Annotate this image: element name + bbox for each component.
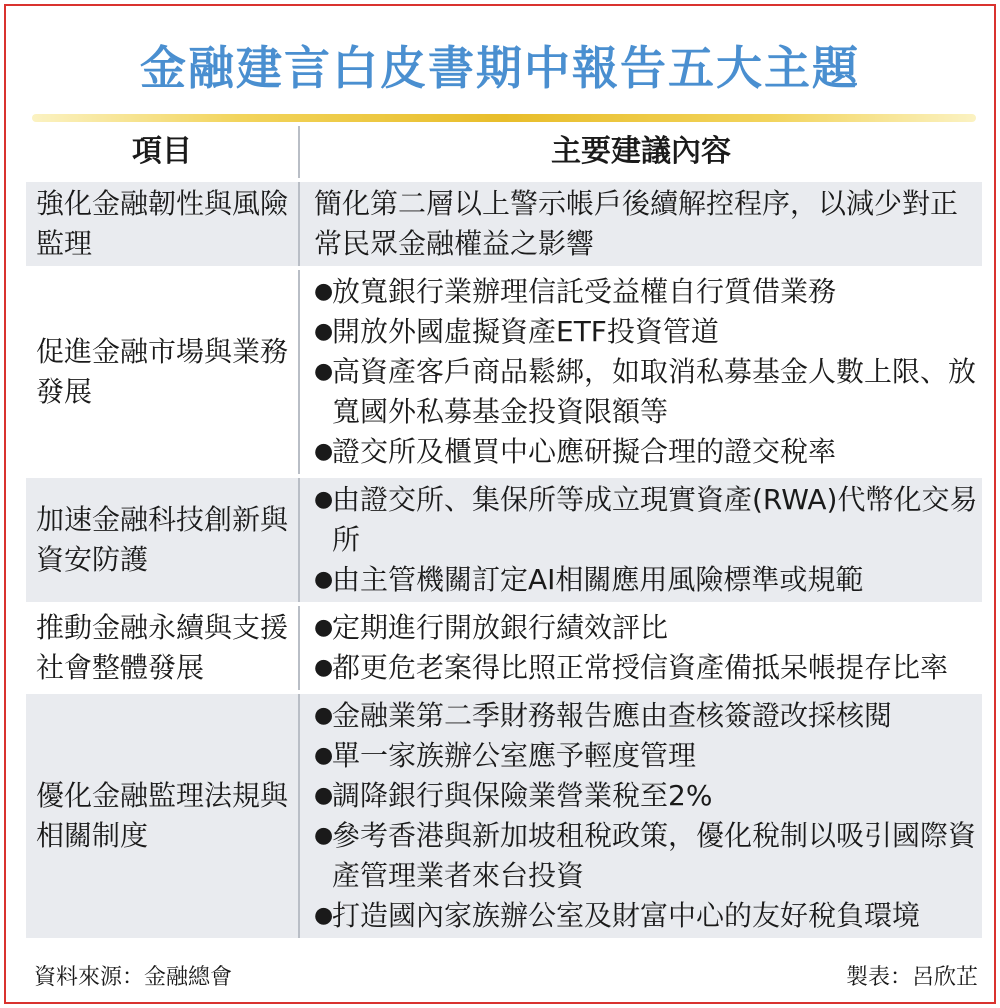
recommendation-item (314, 608, 978, 648)
recommendation-item (314, 432, 978, 472)
recommendation-item (314, 816, 978, 896)
recommendation-text: 證交所及櫃買中心應研擬合理的證交稅率 (332, 435, 837, 468)
recommendation-item (314, 480, 978, 560)
recommendation-item (314, 272, 978, 312)
recommendation-item (314, 648, 978, 688)
row-item-label: 強化金融韌性與風險監理 (36, 187, 289, 260)
recommendation-text: 調降銀行與保險業營業稅至2% (332, 779, 713, 812)
row-item-cell (26, 478, 298, 602)
source-note: 資料來源：金融總會 (34, 965, 233, 990)
recommendation-text: 都更危老案得比照正常授信資產備抵呆帳提存比率 (332, 651, 949, 684)
row-item-label: 促進金融市場與業務發展 (36, 335, 289, 408)
bullet-icon: ● (314, 743, 334, 768)
bullet-icon: ● (314, 439, 334, 464)
recommendation-item (314, 896, 978, 936)
recommendation-text: 簡化第二層以上警示帳戶後續解控程序，以減少對正常民眾金融權益之影響 (314, 187, 959, 260)
bullet-icon: ● (314, 487, 334, 512)
recommendation-text: 打造國內家族辦公室及財富中心的友好稅負環境 (332, 899, 921, 932)
row-item-cell (26, 270, 298, 474)
row-item-label: 加速金融科技創新與資安防護 (36, 503, 289, 576)
row-content-cell (298, 270, 982, 474)
recommendation-text: 金融業第二季財務報告應由查核簽證改採核閱 (332, 699, 893, 732)
bullet-icon: ● (314, 319, 334, 344)
infographic-frame (4, 4, 996, 1004)
row-content-cell (298, 694, 982, 938)
recommendation-item (314, 312, 978, 352)
recommendation-text: 參考香港與新加坡租稅政策，優化稅制以吸引國際資產管理業者來台投資 (332, 819, 977, 892)
row-item-label: 優化金融監理法規與相關制度 (36, 779, 289, 852)
row-item-cell (26, 694, 298, 938)
footer (34, 960, 978, 996)
row-content-cell (298, 606, 982, 690)
recommendation-text: 由證交所、集保所等成立現實資產(RWA)代幣化交易所 (332, 483, 978, 556)
maker-credit: 製表：呂欣芷 (845, 965, 978, 990)
row-item-cell (26, 606, 298, 690)
recommendation-text: 定期進行開放銀行績效評比 (332, 611, 669, 644)
row-item-label: 推動金融永續與支援社會整體發展 (36, 611, 289, 684)
table-row (26, 694, 982, 938)
title-divider (32, 114, 976, 122)
table-row (26, 270, 982, 474)
topics-table (26, 126, 982, 938)
bullet-icon: ● (314, 615, 334, 640)
row-content-cell (298, 182, 982, 266)
recommendation-text: 開放外國虛擬資產ETF投資管道 (332, 315, 719, 348)
recommendation-item (314, 736, 978, 776)
recommendation-text: 單一家族辦公室應予輕度管理 (332, 739, 697, 772)
header-content: 主要建議內容 (298, 126, 982, 178)
recommendation-text: 由主管機關訂定AI相關應用風險標準或規範 (332, 563, 864, 596)
page-title: 金融建言白皮書期中報告五大主題 (140, 41, 860, 95)
bullet-icon: ● (314, 359, 334, 384)
bullet-icon: ● (314, 567, 334, 592)
bullet-icon: ● (314, 655, 334, 680)
bullet-icon: ● (314, 783, 334, 808)
recommendation-item (314, 560, 978, 600)
recommendation-item (314, 696, 978, 736)
header-item: 項目 (132, 134, 192, 169)
table-header-row (26, 126, 982, 178)
recommendation-item (314, 776, 978, 816)
recommendation-text: 放寬銀行業辦理信託受益權自行質借業務 (332, 275, 837, 308)
table-body (26, 182, 982, 938)
table-row (26, 606, 982, 690)
recommendation-item (314, 352, 978, 432)
row-content-cell (298, 478, 982, 602)
table-row (26, 182, 982, 266)
bullet-icon: ● (314, 903, 334, 928)
recommendation-text: 高資產客戶商品鬆綁，如取消私募基金人數上限、放寬國外私募基金投資限額等 (332, 355, 977, 428)
row-item-cell (26, 182, 298, 266)
bullet-icon: ● (314, 703, 334, 728)
bullet-icon: ● (314, 279, 334, 304)
table-row (26, 478, 982, 602)
bullet-icon: ● (314, 823, 334, 848)
